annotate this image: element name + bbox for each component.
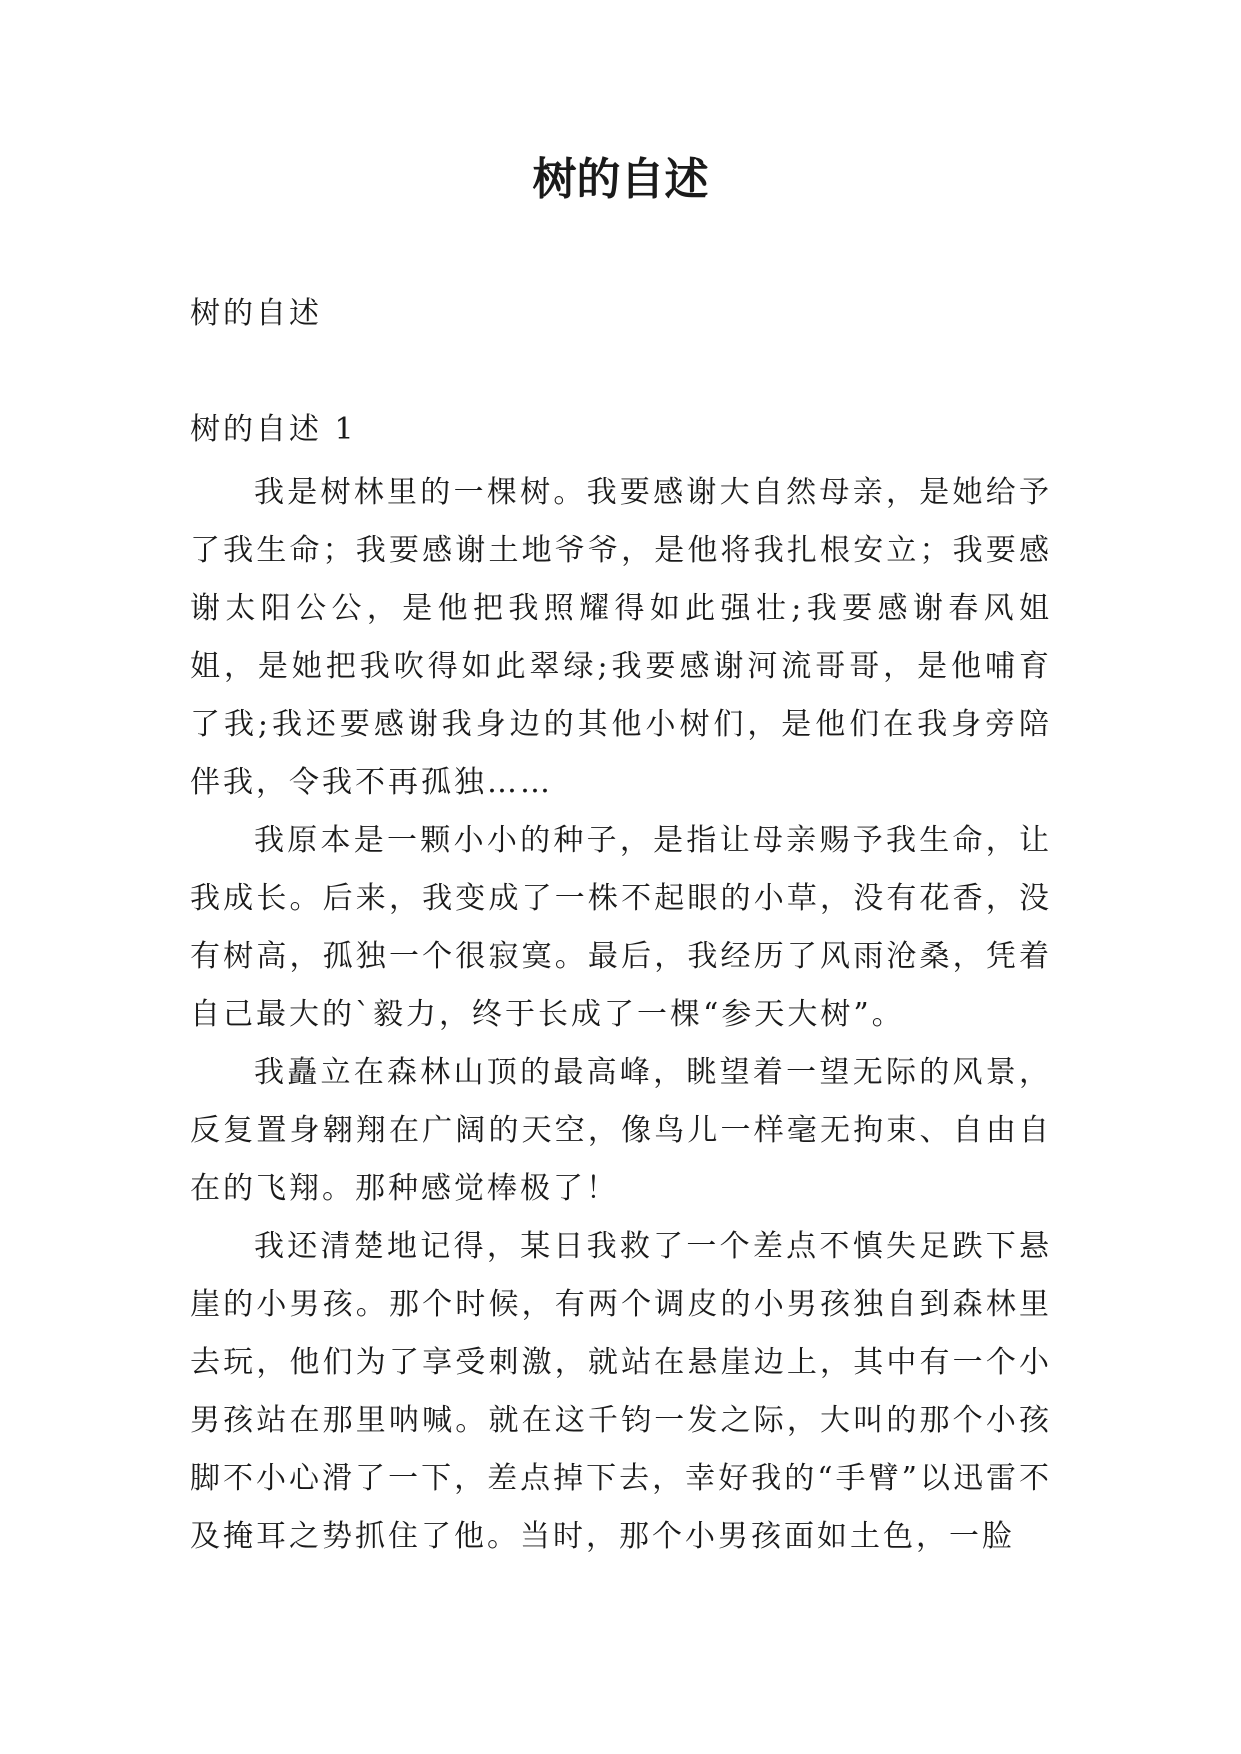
- paragraph-1: 我是树林里的一棵树。我要感谢大自然母亲，是她给予了我生命；我要感谢土地爷爷，是他将我扎根安立；我要感谢太阳公公，是他把我照耀得如此强壮;我要感谢春风姐姐，是她把我吹得如此翠绿;我要感谢河流哥哥，是他哺育了我;我还要感谢我身边的其他小树们，是他们在我身旁陪伴我，令我不再孤独……: [190, 475, 1052, 800]
- essay-body: [190, 464, 1052, 1566]
- document-title: 树的自述: [532, 154, 709, 205]
- paragraph-3: 我矗立在森林山顶的最高峰，眺望着一望无际的风景，反复置身翱翔在广阔的天空，像鸟儿一样毫无拘束、自由自在的飞翔。那种感觉棒极了！: [190, 1055, 1052, 1206]
- document-subtitle: 树的自述: [190, 296, 322, 331]
- section-heading: 树的自述 1: [190, 412, 357, 447]
- paragraph-4: 我还清楚地记得，某日我救了一个差点不慎失足跌下悬崖的小男孩。那个时候，有两个调皮的小男孩独自到森林里去玩，他们为了享受刺激，就站在悬崖边上，其中有一个小男孩站在那里呐喊。就在这千钧一发之际，大叫的那个小孩脚不小心滑了一下，差点掉下去，幸好我的“手臂”以迅雷不及掩耳之势抓住了他。当时，那个小男孩面如土色，一脸: [190, 1229, 1052, 1554]
- paragraph-2: 我原本是一颗小小的种子，是指让母亲赐予我生命，让我成长。后来，我变成了一株不起眼的小草，没有花香，没有树高，孤独一个很寂寞。最后，我经历了风雨沧桑，凭着自己最大的`毅力，终于长成了一棵“参天大树”。: [190, 823, 1052, 1032]
